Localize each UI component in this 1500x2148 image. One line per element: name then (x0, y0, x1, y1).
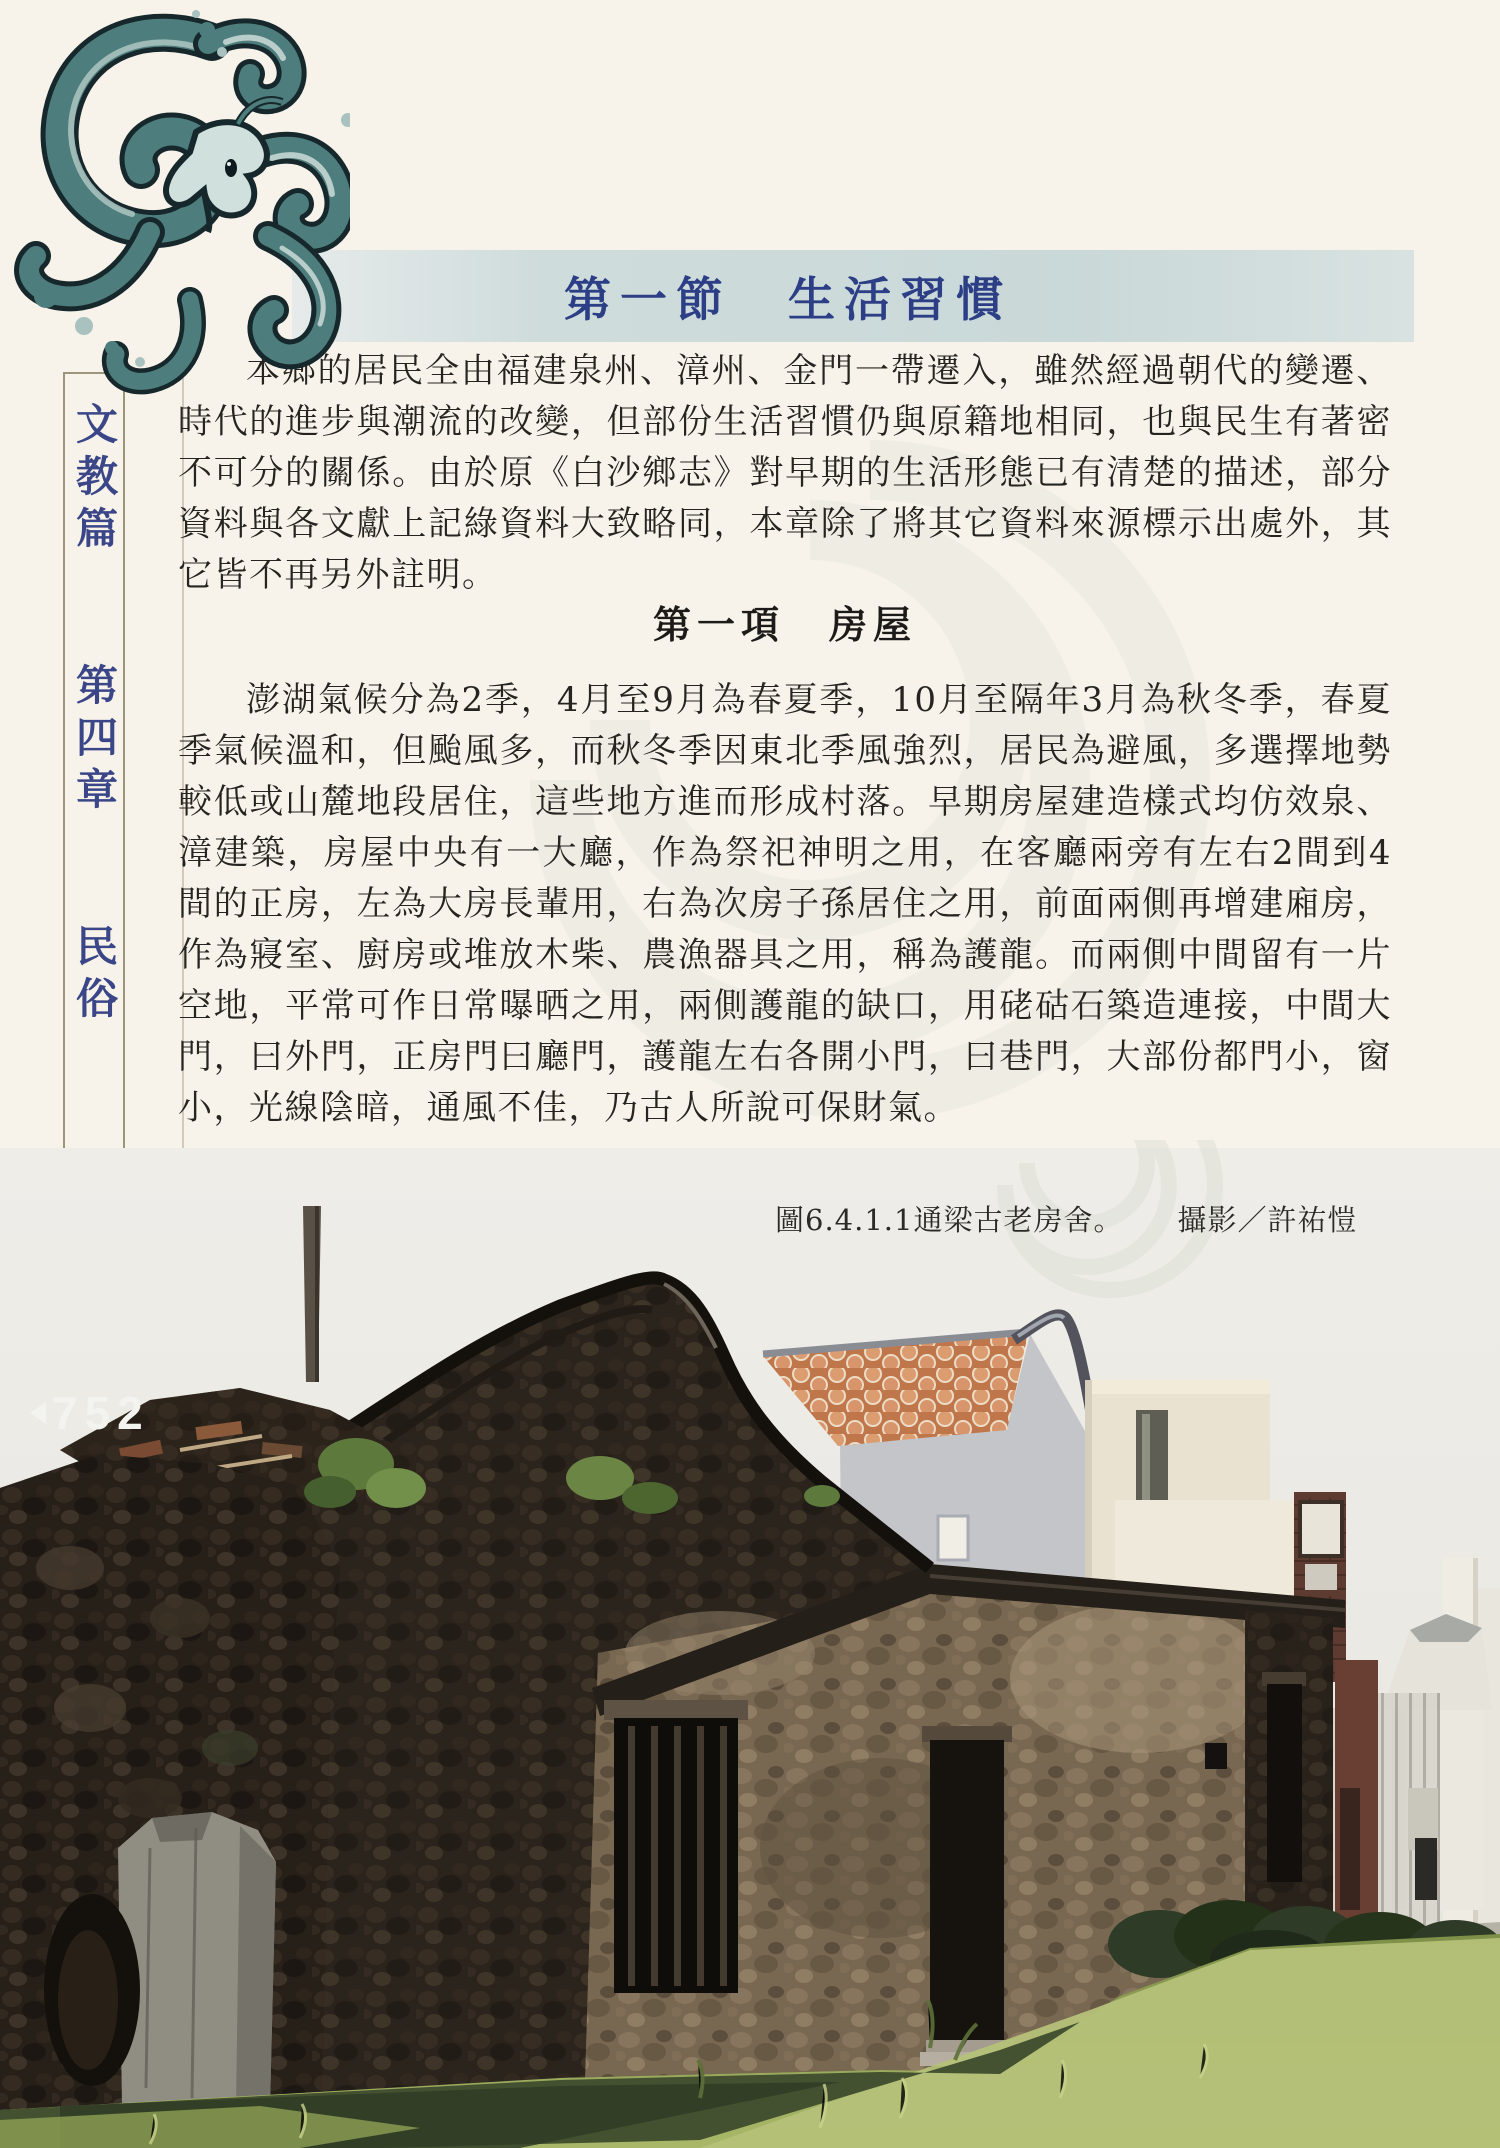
section-title-band (292, 250, 1414, 342)
subsection-title: 第一項 房屋 (652, 605, 917, 647)
page-number-value: 752 (52, 1387, 150, 1439)
sidebar-chapter-label: 第四章 (70, 663, 119, 819)
sidebar-part-label: 文教篇 (70, 402, 119, 558)
figure-caption-text: 圖6.4.1.1通梁古老房舍。 (775, 1203, 1124, 1237)
body-text (178, 346, 1392, 1134)
paragraph-2: 澎湖氣候分為2季，4月至9月為春夏季，10月至隔年3月為秋冬季，春夏季氣候溫和，但颱風多，而秋冬季因東北季風強烈，居民為避風，多選擇地勢較低或山麓地段居住，這些地方進而形成村落。早期房屋建造樣式均仿效泉、漳建築，房屋中央有一大廳，作為祭祀神明之用，在客廳兩旁有左右2間到4間的正房，左為大房長輩用，右為次房子孫居住之用，前面兩側再增建廂房，作為寢室、廚房或堆放木柴、農漁器具之用，稱為護龍。而兩側中間留有一片空地，平常可作日常曝晒之用，兩側護龍的缺口，用硓𥑮石築造連接，中間大門，曰外門，正房門曰廳門，護龍左右各開小門，曰巷門，大部份都門小，窗小，光線陰暗，通風不佳，乃古人所說可保財氣。 (178, 680, 1392, 1128)
figure-credit: 攝影／許祐愷 (1177, 1203, 1358, 1237)
dragon-cloud-ornament-icon (0, 0, 350, 400)
paragraph-1: 本鄉的居民全由福建泉州、漳州、金門一帶遷入，雖然經過朝代的變遷、時代的進步與潮流的改變，但部份生活習慣仍與原籍地相同，也與民生有著密不可分的關係。由於原《白沙鄉志》對早期的生活形態已有清楚的描述，部分資料與各文獻上記綠資料大致略同，本章除了將其它資料來源標示出處外，其它皆不再另外註明。 (178, 351, 1392, 595)
photo-old-stone-house (0, 1148, 1500, 2148)
figure-caption (775, 1198, 1357, 1239)
left-triangle-icon (30, 1402, 46, 1424)
page-number (30, 1386, 150, 1440)
sidebar-topic-label: 民俗 (70, 924, 119, 1028)
section-title: 第一節 生活習慣 (564, 272, 1012, 328)
